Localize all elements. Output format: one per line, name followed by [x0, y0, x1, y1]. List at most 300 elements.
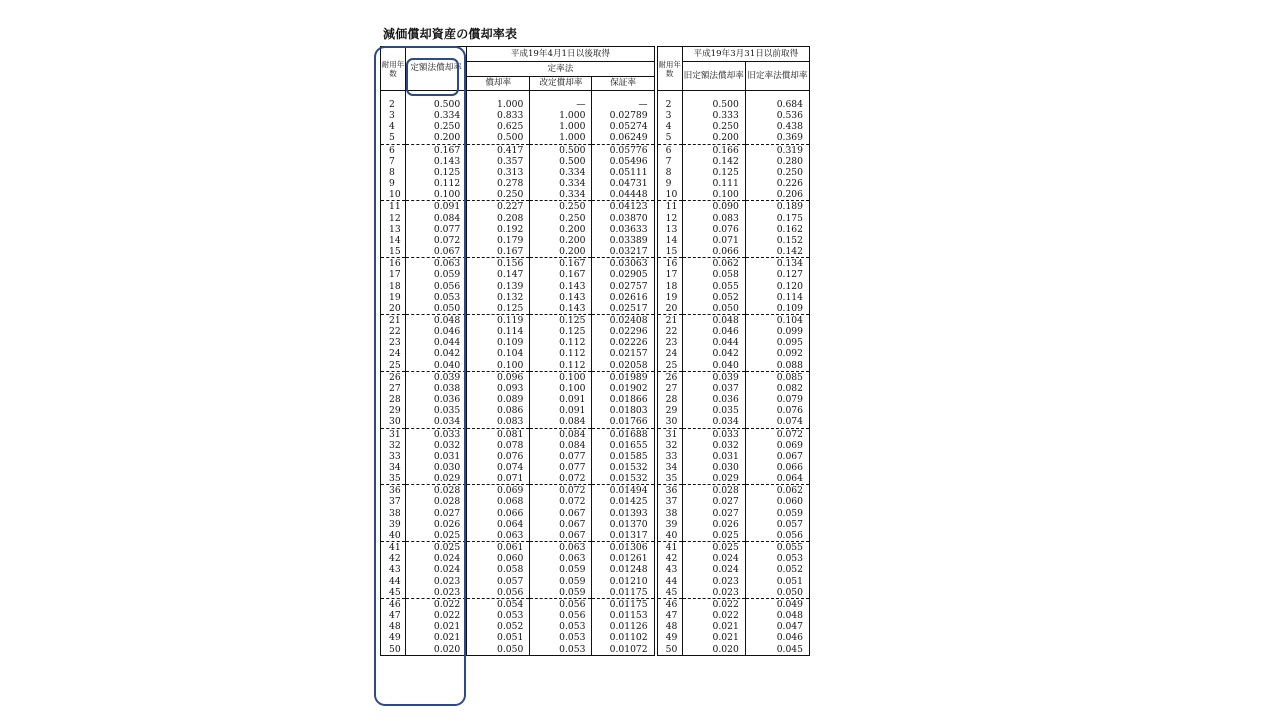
straight-line-rate-cell: 0.084 [406, 213, 467, 224]
straight-line-rate-cell: 0.046 [406, 326, 467, 337]
depreciation-rate-cell: 0.063 [467, 530, 530, 542]
old-declining-cell: 0.057 [745, 519, 809, 530]
revised-rate-cell: 0.063 [530, 553, 592, 564]
old-declining-cell: 0.046 [745, 632, 809, 643]
old-declining-cell: 0.053 [745, 553, 809, 564]
depreciation-rate-cell: 0.051 [467, 632, 530, 643]
useful-life-old-cell: 20 [657, 303, 682, 315]
old-declining-cell: 0.064 [745, 473, 809, 485]
useful-life-cell: 6 [381, 144, 406, 156]
revised-rate-cell: 0.334 [530, 189, 592, 201]
old-declining-cell: 0.092 [745, 348, 809, 359]
straight-line-rate-cell: 0.029 [406, 473, 467, 485]
straight-line-rate-cell: 0.022 [406, 610, 467, 621]
depreciation-rate-cell: 0.125 [467, 303, 530, 315]
guarantee-rate-cell: 0.01532 [592, 462, 654, 473]
straight-line-rate-cell: 0.077 [406, 224, 467, 235]
useful-life-old-cell: 48 [657, 621, 682, 632]
useful-life-cell: 36 [381, 485, 406, 497]
old-straight-line-cell: 0.055 [682, 281, 745, 292]
guarantee-rate-cell: 0.02789 [592, 110, 654, 121]
guarantee-rate-cell: 0.01902 [592, 383, 654, 394]
depreciation-rate-cell: 0.625 [467, 121, 530, 132]
useful-life-cell: 9 [381, 178, 406, 189]
useful-life-cell: 42 [381, 553, 406, 564]
useful-life-cell: 30 [381, 416, 406, 428]
useful-life-old-cell: 3 [657, 110, 682, 121]
depreciation-rate-cell: 0.069 [467, 485, 530, 497]
useful-life-cell: 4 [381, 121, 406, 132]
guarantee-rate-cell: 0.01532 [592, 473, 654, 485]
useful-life-cell: 45 [381, 587, 406, 599]
straight-line-rate-cell: 0.091 [406, 201, 467, 213]
depreciation-rate-cell: 0.250 [467, 189, 530, 201]
depreciation-rate-cell: 0.208 [467, 213, 530, 224]
old-straight-line-cell: 0.037 [682, 383, 745, 394]
useful-life-old-cell: 41 [657, 542, 682, 554]
table-row [381, 121, 810, 132]
useful-life-old-cell: 8 [657, 167, 682, 178]
old-straight-line-cell: 0.035 [682, 405, 745, 416]
revised-rate-cell: 0.125 [530, 326, 592, 337]
old-straight-line-cell: 0.039 [682, 371, 745, 383]
table-row [381, 303, 810, 315]
depreciation-rate-cell: 0.139 [467, 281, 530, 292]
depreciation-rate-cell: 0.227 [467, 201, 530, 213]
depreciation-rate-cell: 0.086 [467, 405, 530, 416]
old-declining-cell: 0.088 [745, 360, 809, 372]
old-straight-line-cell: 0.031 [682, 451, 745, 462]
old-declining-cell: 0.066 [745, 462, 809, 473]
old-straight-line-cell: 0.026 [682, 519, 745, 530]
guarantee-rate-cell: 0.04123 [592, 201, 654, 213]
useful-life-old-cell: 16 [657, 258, 682, 270]
revised-rate-cell: 0.072 [530, 496, 592, 507]
depreciation-rate-cell: 0.100 [467, 360, 530, 372]
useful-life-cell: 35 [381, 473, 406, 485]
before-2007-header: 平成19年3月31日以前取得 [682, 47, 809, 62]
revised-rate-cell: 0.100 [530, 383, 592, 394]
useful-life-cell: 17 [381, 269, 406, 280]
useful-life-old-cell: 17 [657, 269, 682, 280]
useful-life-cell: 28 [381, 394, 406, 405]
useful-life-cell: 21 [381, 314, 406, 326]
guarantee-rate-cell: 0.05776 [592, 144, 654, 156]
useful-life-cell: 25 [381, 360, 406, 372]
revised-rate-cell: 0.067 [530, 519, 592, 530]
useful-life-old-cell: 26 [657, 371, 682, 383]
useful-life-old-cell: 42 [657, 553, 682, 564]
guarantee-rate-cell: 0.01175 [592, 587, 654, 599]
old-declining-cell: 0.280 [745, 156, 809, 167]
old-straight-line-cell: 0.100 [682, 189, 745, 201]
old-declining-cell: 0.162 [745, 224, 809, 235]
depreciation-rate-cell: 1.000 [467, 99, 530, 110]
old-straight-line-cell: 0.021 [682, 621, 745, 632]
revised-rate-cell: 0.056 [530, 610, 592, 621]
depreciation-rate-cell: 0.119 [467, 314, 530, 326]
useful-life-old-cell: 15 [657, 246, 682, 258]
straight-line-rate-cell: 0.021 [406, 621, 467, 632]
useful-life-old-cell: 4 [657, 121, 682, 132]
depreciation-rate-header: 償却率 [467, 77, 530, 91]
table-row [381, 110, 810, 121]
table-row [381, 224, 810, 235]
old-straight-line-cell: 0.040 [682, 360, 745, 372]
table-row [381, 292, 810, 303]
useful-life-old-cell: 25 [657, 360, 682, 372]
revised-rate-cell: 0.250 [530, 201, 592, 213]
depreciation-rate-cell: 0.050 [467, 644, 530, 656]
table-row [381, 451, 810, 462]
depreciation-rate-cell: 0.096 [467, 371, 530, 383]
useful-life-cell: 20 [381, 303, 406, 315]
straight-line-rate-cell: 0.059 [406, 269, 467, 280]
useful-life-cell: 27 [381, 383, 406, 394]
old-straight-line-cell: 0.020 [682, 644, 745, 656]
old-straight-line-cell: 0.066 [682, 246, 745, 258]
old-straight-line-header: 旧定額法償却率 [682, 62, 745, 91]
useful-life-cell: 16 [381, 258, 406, 270]
straight-line-rate-cell: 0.112 [406, 178, 467, 189]
useful-life-cell: 11 [381, 201, 406, 213]
revised-rate-cell: 0.125 [530, 314, 592, 326]
revised-rate-cell: 0.112 [530, 348, 592, 359]
guarantee-rate-cell: 0.01370 [592, 519, 654, 530]
straight-line-rate-cell: 0.500 [406, 99, 467, 110]
useful-life-cell: 5 [381, 132, 406, 144]
revised-rate-cell: 0.167 [530, 258, 592, 270]
straight-line-rate-cell: 0.028 [406, 496, 467, 507]
revised-rate-cell: 0.063 [530, 542, 592, 554]
revised-rate-cell: 0.143 [530, 281, 592, 292]
revised-rate-cell: 0.053 [530, 644, 592, 656]
table-row [381, 519, 810, 530]
straight-line-rate-cell: 0.023 [406, 576, 467, 587]
old-declining-cell: 0.127 [745, 269, 809, 280]
depreciation-rate-cell: 0.074 [467, 462, 530, 473]
straight-line-rate-cell: 0.067 [406, 246, 467, 258]
table-row [381, 156, 810, 167]
guarantee-rate-cell: 0.01261 [592, 553, 654, 564]
table-row [381, 530, 810, 542]
useful-life-cell: 29 [381, 405, 406, 416]
guarantee-rate-cell: 0.01126 [592, 621, 654, 632]
revised-rate-cell: 0.084 [530, 440, 592, 451]
useful-life-cell: 32 [381, 440, 406, 451]
old-declining-cell: 0.104 [745, 314, 809, 326]
table-row [381, 542, 810, 554]
guarantee-rate-cell: 0.01102 [592, 632, 654, 643]
guarantee-rate-cell: 0.01866 [592, 394, 654, 405]
straight-line-rate-cell: 0.100 [406, 189, 467, 201]
straight-line-rate-cell: 0.036 [406, 394, 467, 405]
old-declining-cell: 0.226 [745, 178, 809, 189]
depreciation-rate-cell: 0.114 [467, 326, 530, 337]
straight-line-rate-cell: 0.024 [406, 553, 467, 564]
useful-life-old-cell: 24 [657, 348, 682, 359]
old-declining-cell: 0.051 [745, 576, 809, 587]
table-row [381, 189, 810, 201]
old-declining-cell: 0.250 [745, 167, 809, 178]
old-straight-line-cell: 0.333 [682, 110, 745, 121]
table-row [381, 201, 810, 213]
straight-line-rate-cell: 0.026 [406, 519, 467, 530]
guarantee-rate-cell: 0.01153 [592, 610, 654, 621]
useful-life-cell: 19 [381, 292, 406, 303]
document-title: 減価償却資産の償却率表 [383, 27, 518, 41]
guarantee-rate-cell: 0.01175 [592, 598, 654, 610]
guarantee-rate-cell: 0.02517 [592, 303, 654, 315]
guarantee-rate-cell: 0.03063 [592, 258, 654, 270]
depreciation-rate-cell: 0.192 [467, 224, 530, 235]
useful-life-cell: 37 [381, 496, 406, 507]
straight-line-rate-cell: 0.042 [406, 348, 467, 359]
depreciation-rate-cell: 0.058 [467, 564, 530, 575]
revised-rate-cell: 1.000 [530, 121, 592, 132]
useful-life-cell: 8 [381, 167, 406, 178]
guarantee-rate-cell: 0.02226 [592, 337, 654, 348]
useful-life-cell: 49 [381, 632, 406, 643]
revised-rate-cell: 0.067 [530, 530, 592, 542]
straight-line-rate-cell: 0.031 [406, 451, 467, 462]
straight-line-rate-cell: 0.200 [406, 132, 467, 144]
table-row [381, 213, 810, 224]
revised-rate-cell: 0.500 [530, 144, 592, 156]
old-straight-line-cell: 0.021 [682, 632, 745, 643]
useful-life-old-cell: 6 [657, 144, 682, 156]
old-straight-line-cell: 0.023 [682, 576, 745, 587]
guarantee-rate-cell: 0.01393 [592, 508, 654, 519]
table-row [381, 610, 810, 621]
old-declining-cell: 0.056 [745, 530, 809, 542]
useful-life-cell: 34 [381, 462, 406, 473]
old-declining-cell: 0.047 [745, 621, 809, 632]
useful-life-cell: 13 [381, 224, 406, 235]
useful-life-old-cell: 13 [657, 224, 682, 235]
guarantee-rate-cell: 0.01494 [592, 485, 654, 497]
depreciation-rate-cell: 0.053 [467, 610, 530, 621]
revised-rate-cell: 1.000 [530, 110, 592, 121]
old-straight-line-cell: 0.076 [682, 224, 745, 235]
useful-life-old-cell: 50 [657, 644, 682, 656]
table-row [381, 564, 810, 575]
straight-line-rate-cell: 0.025 [406, 530, 467, 542]
straight-line-rate-cell: 0.053 [406, 292, 467, 303]
spacer-row [381, 91, 810, 100]
guarantee-rate-cell: 0.01425 [592, 496, 654, 507]
old-straight-line-cell: 0.071 [682, 235, 745, 246]
old-straight-line-cell: 0.044 [682, 337, 745, 348]
useful-life-old-cell: 44 [657, 576, 682, 587]
table-row [381, 360, 810, 372]
depreciation-rate-cell: 0.068 [467, 496, 530, 507]
old-declining-cell: 0.055 [745, 542, 809, 554]
revised-rate-cell: 0.091 [530, 394, 592, 405]
table-row [381, 337, 810, 348]
revised-rate-cell: 0.143 [530, 292, 592, 303]
useful-life-cell: 7 [381, 156, 406, 167]
useful-life-old-cell: 12 [657, 213, 682, 224]
table-row [381, 371, 810, 383]
depreciation-rate-cell: 0.132 [467, 292, 530, 303]
old-straight-line-cell: 0.027 [682, 508, 745, 519]
old-declining-cell: 0.060 [745, 496, 809, 507]
old-straight-line-cell: 0.200 [682, 132, 745, 144]
revised-rate-cell: 0.084 [530, 428, 592, 440]
revised-rate-cell: 0.077 [530, 451, 592, 462]
straight-line-rate-cell: 0.040 [406, 360, 467, 372]
useful-life-cell: 38 [381, 508, 406, 519]
straight-line-rate-cell: 0.334 [406, 110, 467, 121]
revised-rate-cell: 0.200 [530, 224, 592, 235]
old-declining-cell: 0.175 [745, 213, 809, 224]
straight-line-rate-cell: 0.167 [406, 144, 467, 156]
old-declining-cell: 0.206 [745, 189, 809, 201]
guarantee-rate-cell: 0.01210 [592, 576, 654, 587]
revised-rate-cell: — [530, 99, 592, 110]
useful-life-old-cell: 10 [657, 189, 682, 201]
table-row [381, 281, 810, 292]
old-declining-cell: 0.052 [745, 564, 809, 575]
straight-line-rate-cell: 0.035 [406, 405, 467, 416]
straight-line-rate-cell: 0.125 [406, 167, 467, 178]
old-straight-line-cell: 0.250 [682, 121, 745, 132]
guarantee-rate-cell: 0.01317 [592, 530, 654, 542]
guarantee-rate-cell: 0.02757 [592, 281, 654, 292]
revised-rate-header: 改定償却率 [530, 77, 592, 91]
table-row [381, 416, 810, 428]
useful-life-cell: 48 [381, 621, 406, 632]
old-straight-line-cell: 0.032 [682, 440, 745, 451]
useful-life-cell: 12 [381, 213, 406, 224]
guarantee-rate-cell: 0.05496 [592, 156, 654, 167]
straight-line-rate-cell: 0.050 [406, 303, 467, 315]
old-straight-line-cell: 0.050 [682, 303, 745, 315]
useful-life-cell: 22 [381, 326, 406, 337]
guarantee-rate-cell: 0.03870 [592, 213, 654, 224]
old-declining-cell: 0.684 [745, 99, 809, 110]
straight-line-rate-cell: 0.020 [406, 644, 467, 656]
old-declining-cell: 0.072 [745, 428, 809, 440]
table-row [381, 598, 810, 610]
guarantee-rate-cell: 0.02157 [592, 348, 654, 359]
useful-life-cell: 23 [381, 337, 406, 348]
old-declining-cell: 0.048 [745, 610, 809, 621]
guarantee-rate-cell: 0.02058 [592, 360, 654, 372]
depreciation-rate-cell: 0.060 [467, 553, 530, 564]
useful-life-old-cell: 36 [657, 485, 682, 497]
useful-life-old-cell: 37 [657, 496, 682, 507]
revised-rate-cell: 0.200 [530, 235, 592, 246]
depreciation-rate-cell: 0.064 [467, 519, 530, 530]
revised-rate-cell: 0.056 [530, 598, 592, 610]
old-declining-cell: 0.142 [745, 246, 809, 258]
useful-life-old-cell: 47 [657, 610, 682, 621]
table-row [381, 473, 810, 485]
old-straight-line-cell: 0.083 [682, 213, 745, 224]
useful-life-old-cell: 22 [657, 326, 682, 337]
guarantee-rate-cell: 0.01306 [592, 542, 654, 554]
depreciation-rate-cell: 0.078 [467, 440, 530, 451]
straight-line-rate-cell: 0.038 [406, 383, 467, 394]
old-declining-cell: 0.114 [745, 292, 809, 303]
revised-rate-cell: 0.250 [530, 213, 592, 224]
useful-life-cell: 24 [381, 348, 406, 359]
guarantee-rate-cell: 0.03217 [592, 246, 654, 258]
guarantee-rate-cell: 0.05274 [592, 121, 654, 132]
guarantee-rate-cell: 0.01766 [592, 416, 654, 428]
useful-life-cell: 43 [381, 564, 406, 575]
old-straight-line-cell: 0.062 [682, 258, 745, 270]
old-declining-cell: 0.079 [745, 394, 809, 405]
old-straight-line-cell: 0.024 [682, 553, 745, 564]
revised-rate-cell: 0.500 [530, 156, 592, 167]
depreciation-rate-cell: 0.071 [467, 473, 530, 485]
straight-line-rate-cell: 0.023 [406, 587, 467, 599]
table-row [381, 587, 810, 599]
useful-life-cell: 3 [381, 110, 406, 121]
table-row [381, 258, 810, 270]
old-straight-line-cell: 0.125 [682, 167, 745, 178]
useful-life-old-cell: 29 [657, 405, 682, 416]
straight-line-rate-cell: 0.044 [406, 337, 467, 348]
useful-life-cell: 46 [381, 598, 406, 610]
useful-life-old-cell: 30 [657, 416, 682, 428]
old-declining-cell: 0.369 [745, 132, 809, 144]
old-straight-line-cell: 0.142 [682, 156, 745, 167]
revised-rate-cell: 0.072 [530, 485, 592, 497]
revised-rate-cell: 0.143 [530, 303, 592, 315]
old-straight-line-cell: 0.022 [682, 610, 745, 621]
depreciation-rate-cell: 0.357 [467, 156, 530, 167]
useful-life-cell: 10 [381, 189, 406, 201]
useful-life-cell: 14 [381, 235, 406, 246]
revised-rate-cell: 0.072 [530, 473, 592, 485]
useful-life-cell: 50 [381, 644, 406, 656]
depreciation-rate-cell: 0.061 [467, 542, 530, 554]
revised-rate-cell: 0.091 [530, 405, 592, 416]
useful-life-cell: 2 [381, 99, 406, 110]
old-straight-line-cell: 0.023 [682, 587, 745, 599]
old-declining-cell: 0.082 [745, 383, 809, 394]
old-declining-cell: 0.069 [745, 440, 809, 451]
straight-line-rate-cell: 0.056 [406, 281, 467, 292]
revised-rate-cell: 0.167 [530, 269, 592, 280]
straight-line-rate-cell: 0.030 [406, 462, 467, 473]
old-straight-line-cell: 0.029 [682, 473, 745, 485]
useful-life-old-cell: 11 [657, 201, 682, 213]
useful-life-old-cell: 31 [657, 428, 682, 440]
useful-life-old-cell: 45 [657, 587, 682, 599]
revised-rate-cell: 0.100 [530, 371, 592, 383]
depreciation-rate-cell: 0.083 [467, 416, 530, 428]
revised-rate-cell: 0.067 [530, 508, 592, 519]
straight-line-rate-cell: 0.025 [406, 542, 467, 554]
useful-life-old-cell: 9 [657, 178, 682, 189]
straight-line-rate-cell: 0.032 [406, 440, 467, 451]
depreciation-rate-cell: 0.054 [467, 598, 530, 610]
table-row [381, 632, 810, 643]
depreciation-rate-cell: 0.104 [467, 348, 530, 359]
revised-rate-cell: 1.000 [530, 132, 592, 144]
depreciation-rate-cell: 0.089 [467, 394, 530, 405]
old-straight-line-cell: 0.034 [682, 416, 745, 428]
guarantee-rate-cell: 0.01989 [592, 371, 654, 383]
straight-line-rate-cell: 0.039 [406, 371, 467, 383]
depreciation-rate-cell: 0.066 [467, 508, 530, 519]
useful-life-cell: 44 [381, 576, 406, 587]
